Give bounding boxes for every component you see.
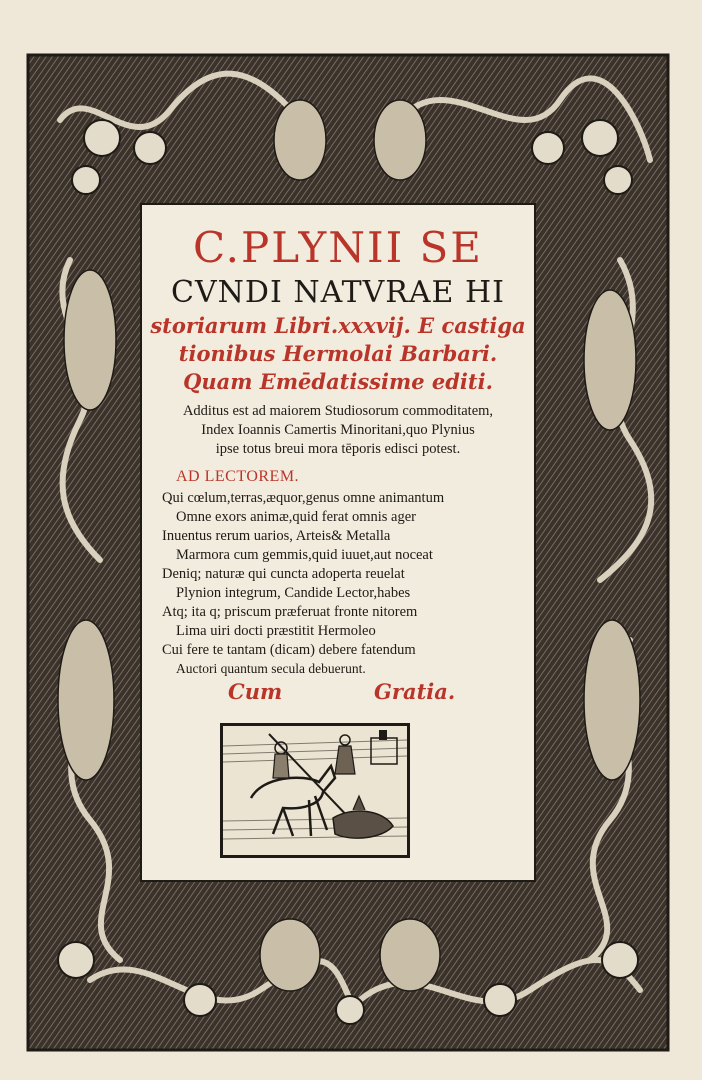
verse-line: Lima uiri docti præstitit Hermoleo (176, 623, 376, 639)
verse-line: Atq; ita q; priscum præferuat fronte nitorem (162, 604, 418, 620)
intro-line-1: Additus est ad maiorem Studiosorum commoditatem, (182, 403, 494, 419)
subtitle-line-1: storiarum Libri.xxxvij. E castiga (150, 313, 526, 338)
text-panel (142, 205, 534, 880)
privilege-gratia: Gratia. (374, 679, 456, 704)
verse-line: Auctori quantum secula debuerunt. (176, 661, 366, 676)
verse-line: Cui fere te tantam (dicam) debere fatendum (162, 642, 416, 658)
verse-line: Omne exors animæ,quid ferat omnis ager (176, 509, 416, 525)
privilege-cum: Cum (228, 679, 283, 704)
subtitle-line-2: tionibus Hermolai Barbari. (178, 341, 498, 366)
verse-line: Inuentus rerum uarios, Arteis& Metalla (162, 528, 391, 544)
verse-line: Qui cœlum,terras,æquor,genus omne animantum (162, 490, 445, 506)
dragon-slayer-illustration (223, 726, 407, 855)
title-line-1: C.PLYNII SE (193, 223, 483, 272)
title-line-2: CVNDI NATVRAE HI (171, 275, 505, 310)
intro-line-3: ipse totus breui mora tēporis edisci potest. (215, 441, 461, 457)
verse-line: Plynion integrum, Candide Lector,habes (176, 585, 411, 601)
saint-george-woodcut (220, 723, 410, 858)
subtitle-line-3: Quam Emēdatissime editi. (183, 369, 493, 394)
intro-line-2: Index Ioannis Camertis Minoritani,quo Plynius (201, 422, 475, 438)
verse-line: Deniq; naturæ qui cuncta adoperta reuelat (162, 566, 405, 582)
verse-heading: AD LECTOREM. (176, 468, 300, 485)
verse-line: Marmora cum gemmis,quid iuuet,aut noceat (176, 547, 433, 563)
